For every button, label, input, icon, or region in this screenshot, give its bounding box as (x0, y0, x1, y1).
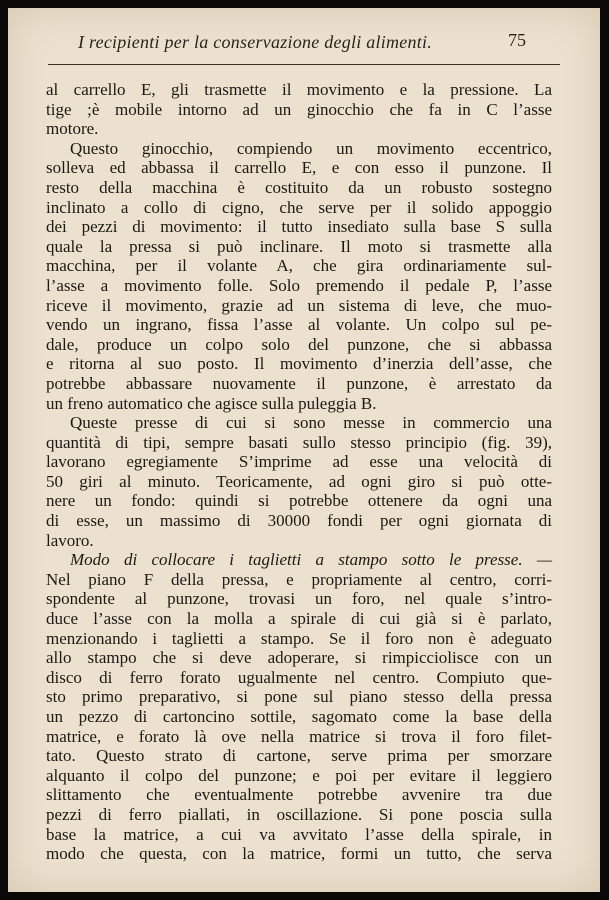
text-line: allo stampo che si deve adoperare, si rimpicciolisce con un (46, 648, 552, 668)
text-line: inclinato a collo di cigno, che serve per il solido appoggio (46, 197, 552, 217)
text-line: 50 giri al minuto. Teoricamente, ad ogni giro si può otte- (46, 471, 552, 491)
text-line: lavorano egregiamente S’imprime ad esse una velocità di (46, 452, 552, 472)
text-line: lavoro. (46, 530, 94, 550)
text-line: quale la pressa si può inclinare. Il moto si trasmette alla (46, 236, 552, 256)
running-title: I recipienti per la conservazione degli alimenti. (78, 32, 433, 52)
text-line: riceve il movimento, grazie ad un sistema di leve, che muo- (46, 295, 552, 315)
text-line: sto primo preparativo, si pone sul piano stesso della pressa (46, 687, 552, 707)
text-line: nere un fondo: quindi si potrebbe ottenere da ogni una (46, 491, 552, 511)
text-line: Nel piano F della pressa, e propriamente al centro, corri- (46, 569, 552, 589)
page-header (8, 32, 600, 62)
text-line: modo che questa, con la matrice, formi un tutto, che serva (46, 844, 552, 864)
text-line: vendo un ingrano, fissa l’asse al volante. Un colpo sul pe- (46, 315, 552, 335)
text-line: base la matrice, a cui va avvitato l’asse della spirale, in (46, 824, 552, 844)
text-line: disco di ferro forato ugualmente nel centro. Compiuto que- (46, 667, 552, 687)
text-line: Questo ginocchio, compiendo un movimento eccentrico, (70, 138, 552, 158)
text-line: resto della macchina è costituito da un robusto sostegno (46, 177, 552, 197)
body-text (46, 80, 552, 864)
text-line: l’asse a movimento folle. Solo premendo il pedale P, l’asse (46, 275, 552, 295)
text-line: duce l’asse con la molla a spirale di cui già si è parlato, (46, 609, 552, 629)
text-line: slittamento che eventualmente potrebbe avvenire tra due (46, 785, 552, 805)
text-line: e ritorna al suo posto. Il movimento d’inerzia dell’asse, che (46, 354, 552, 374)
text-line: potrebbe abbassare nuovamente il punzone, è arrestato da (46, 373, 552, 393)
text-line: tige ;è mobile intorno ad un ginocchio che fa in C l’asse (46, 99, 552, 119)
text-line: quantità di tipi, sempre basati sullo stesso principio (fig. 39), (46, 432, 552, 452)
section-heading: Modo di collocare i taglietti a stampo sotto le presse. — (70, 550, 552, 570)
text-line: dei pezzi di movimento: il tutto insediato sulla base S sulla (46, 217, 552, 237)
text-line: matrice, e forato là ove nella matrice si trova il foro filet- (46, 726, 552, 746)
book-page (8, 8, 600, 892)
text-line: dale, produce un colpo solo del punzone, che si abbassa (46, 334, 552, 354)
text-line: un freno automatico che agisce sulla puleggia B. (46, 393, 377, 413)
text-line: un pezzo di cartoncino sottile, sagomato come la base della (46, 707, 552, 726)
text-line: di esse, un massimo di 30000 fondi per ogni giornata di (46, 511, 552, 531)
text-line: macchina, per il volante A, che gira ordinariamente sul- (46, 256, 552, 276)
text-line: Queste presse di cui si sono messe in commercio una (70, 413, 552, 433)
header-rule (48, 64, 560, 65)
text-line: tato. Questo strato di cartone, serve prima per smorzare (46, 746, 552, 766)
text-line: alquanto il colpo del punzone; e poi per evitare il leggiero (46, 765, 552, 785)
text-line: solleva ed abbassa il carrello E, e con esso il punzone. Il (46, 158, 552, 178)
text-line: menzionando i taglietti a stampo. Se il foro non è adeguato (46, 628, 552, 648)
page-number: 75 (508, 30, 526, 50)
text-line: pezzi di ferro piallati, in oscillazione. Si pone poscia sulla (46, 804, 552, 824)
text-line: al carrello E, gli trasmette il movimento e la pressione. La (46, 80, 552, 99)
text-line: motore. (46, 119, 99, 139)
text-line: spondente al punzone, trovasi un foro, nel quale s’intro- (46, 589, 552, 609)
